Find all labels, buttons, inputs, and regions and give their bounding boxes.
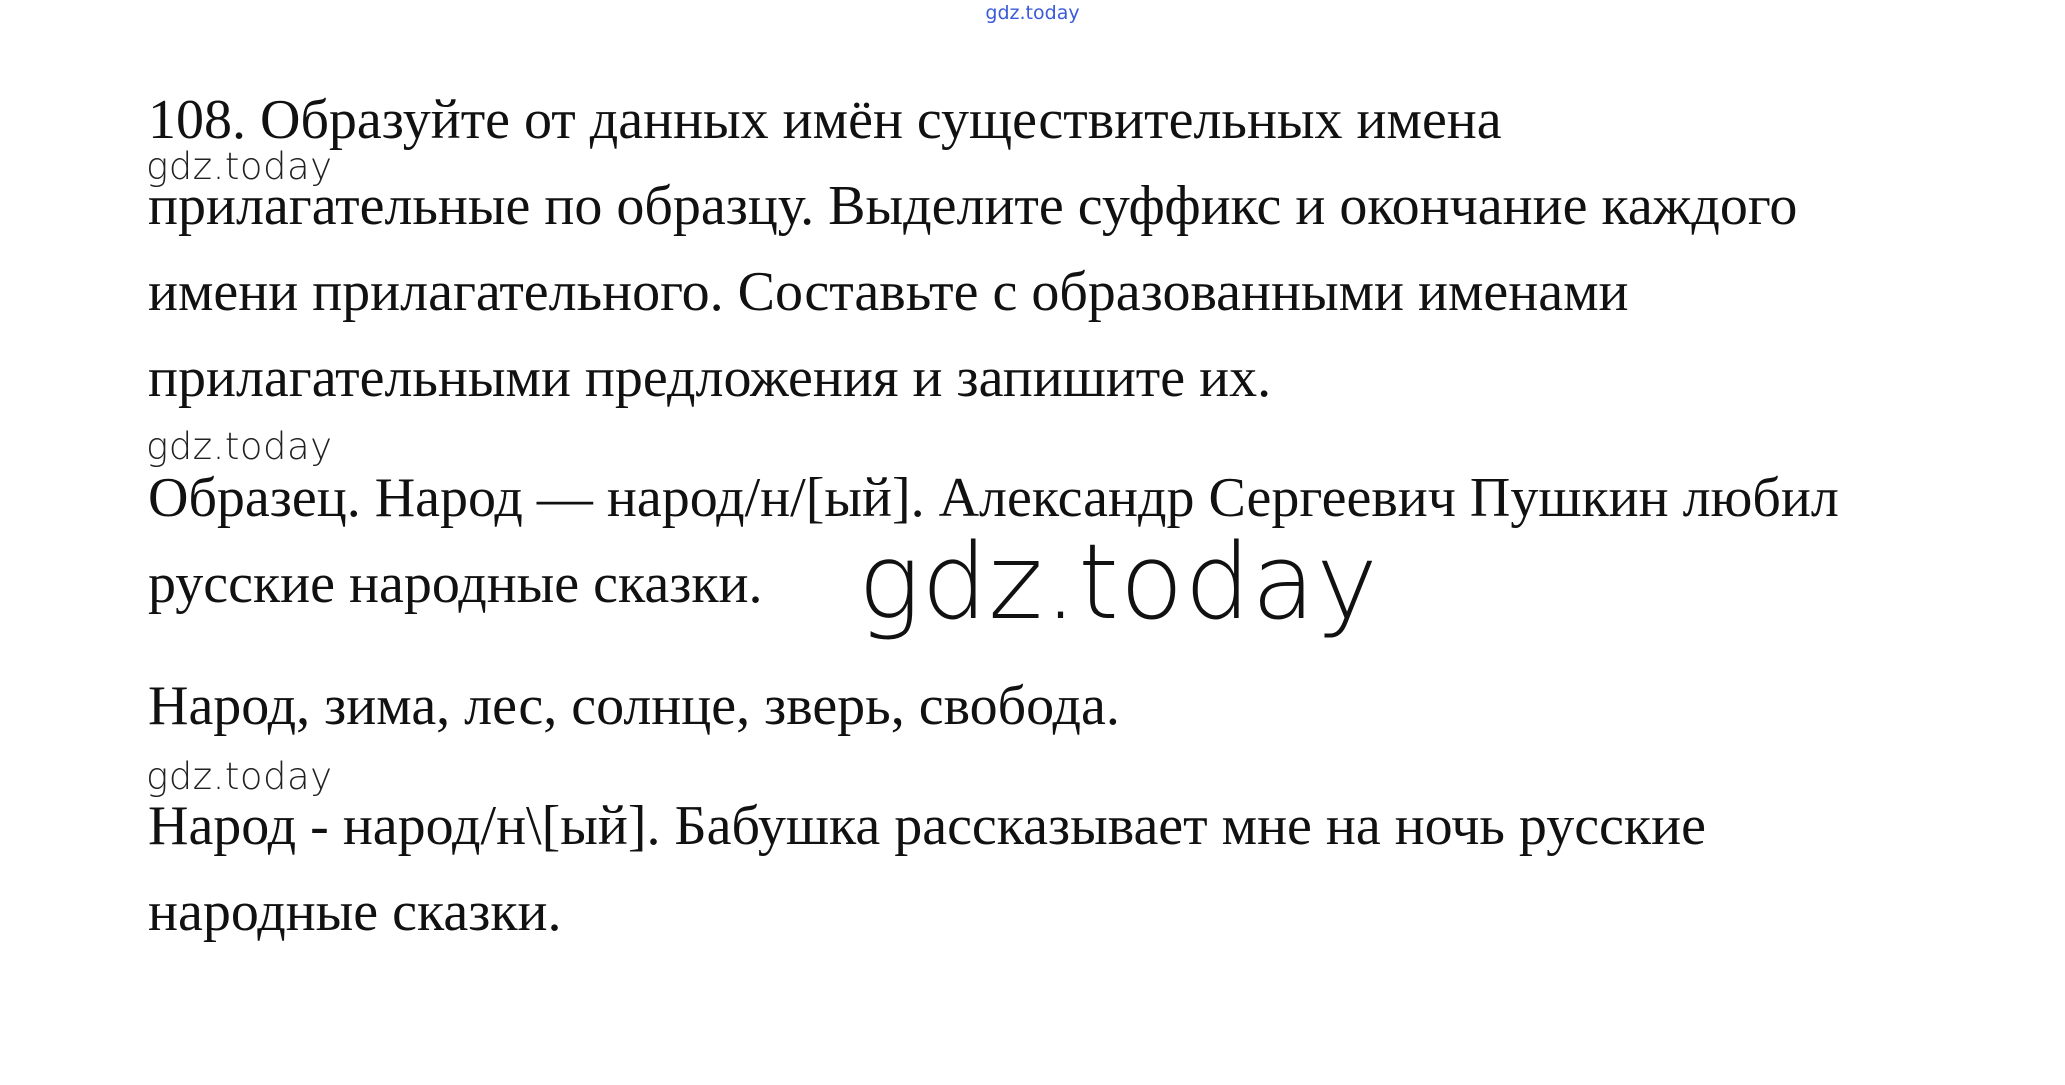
watermark-large: gdz.today: [858, 521, 1379, 643]
answer-line-2: народные сказки.: [148, 881, 562, 943]
task-line-4: прилагательными предложения и запишите их.: [148, 347, 1272, 409]
task-line-1: 108. Образуйте от данных имён существительных имена: [148, 89, 1502, 151]
example-line-1: Образец. Народ — народ/н/[ый]. Александр Сергеевич Пушкин любил: [148, 467, 1839, 529]
task-line-3: имени прилагательного. Составьте с образованными именами: [148, 261, 1629, 323]
watermark-small-2: gdz.today: [146, 425, 333, 468]
example-line-2: русские народные сказки.: [148, 553, 763, 615]
watermark-top: gdz.today: [985, 2, 1080, 24]
watermark-small-1: gdz.today: [146, 145, 333, 188]
answer-line-1: Народ - народ/н\[ый]. Бабушка рассказывает мне на ночь русские: [148, 795, 1706, 857]
watermark-small-3: gdz.today: [146, 755, 333, 798]
word-list: Народ, зима, лес, солнце, зверь, свобода.: [148, 675, 1120, 737]
task-line-2: прилагательные по образцу. Выделите суффикс и окончание каждого: [148, 175, 1798, 237]
